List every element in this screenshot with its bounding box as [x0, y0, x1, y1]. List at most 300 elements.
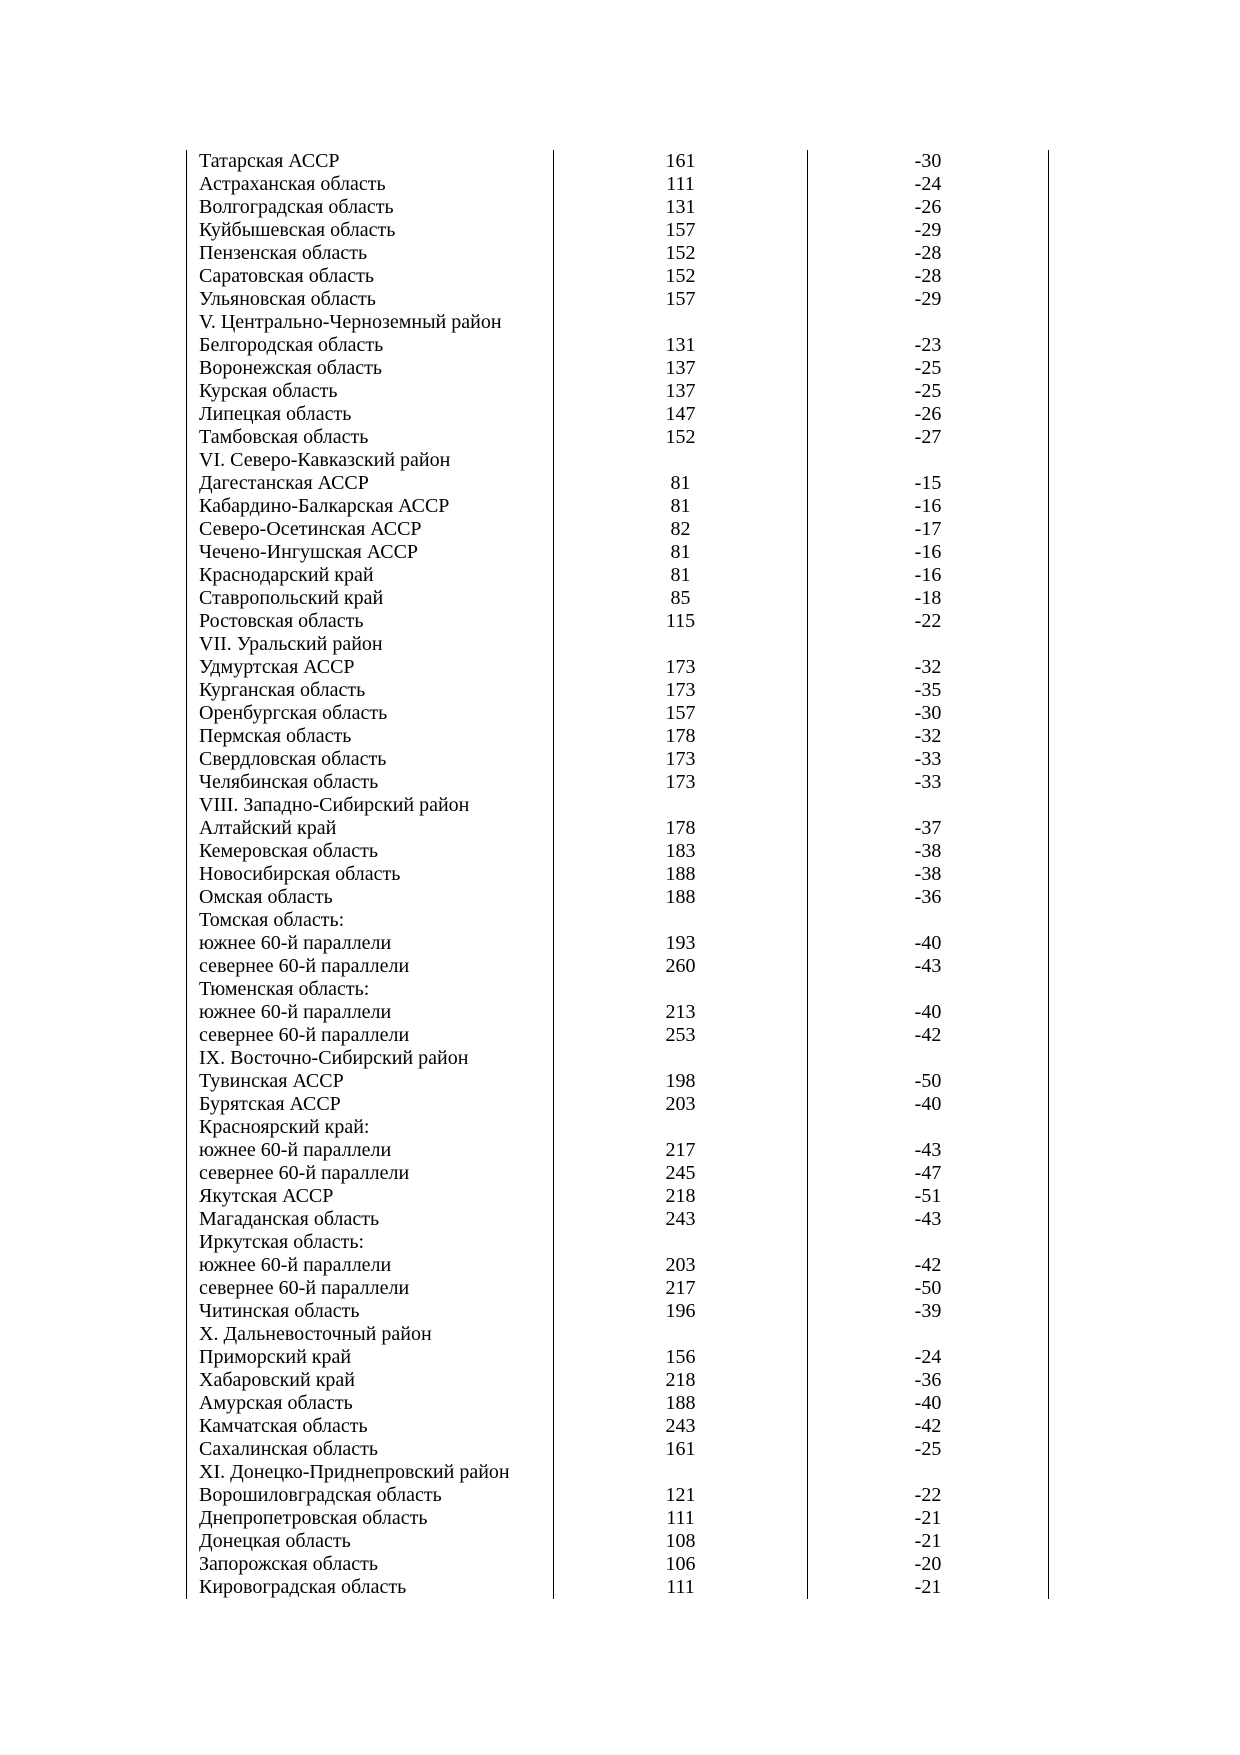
- table-row: [187, 840, 1049, 863]
- table-row: [187, 311, 1049, 334]
- value-1-cell: [554, 748, 808, 771]
- value-1: 188: [665, 863, 696, 885]
- value-2-cell: [808, 1530, 1049, 1553]
- table-row: [187, 1162, 1049, 1185]
- value-1-cell: [554, 472, 808, 495]
- value-1-cell: [554, 1093, 808, 1116]
- value-1-cell: [554, 1024, 808, 1047]
- value-1-cell: [554, 1553, 808, 1576]
- region-name-cell: Якутская АССР: [187, 1185, 554, 1208]
- value-2: -33: [914, 771, 942, 793]
- value-1: 111: [666, 1507, 695, 1529]
- region-name-cell: Кировоградская область: [187, 1576, 554, 1599]
- region-name-cell: Дагестанская АССР: [187, 472, 554, 495]
- table-row: [187, 1576, 1049, 1599]
- table-row: [187, 426, 1049, 449]
- region-name-cell: Алтайский край: [187, 817, 554, 840]
- value-1-cell: [554, 1231, 808, 1254]
- region-name-cell: Волгоградская область: [187, 196, 554, 219]
- value-2-cell: [808, 1415, 1049, 1438]
- value-1: 152: [665, 265, 696, 287]
- value-1-cell: [554, 1323, 808, 1346]
- value-1-cell: [554, 771, 808, 794]
- value-1: 173: [665, 656, 696, 678]
- value-2-cell: [808, 518, 1049, 541]
- value-1: 147: [665, 403, 696, 425]
- value-1-cell: [554, 1415, 808, 1438]
- value-2: -25: [914, 357, 942, 379]
- value-2-cell: [808, 1484, 1049, 1507]
- region-name-cell: Кемеровская область: [187, 840, 554, 863]
- value-1-cell: [554, 794, 808, 817]
- region-name-cell: VIII. Западно-Сибирский район: [187, 794, 554, 817]
- region-name-cell: Удмуртская АССР: [187, 656, 554, 679]
- value-1-cell: [554, 1116, 808, 1139]
- value-1: 131: [665, 196, 696, 218]
- value-2: -40: [914, 932, 942, 954]
- value-2-cell: [808, 1208, 1049, 1231]
- value-1-cell: [554, 840, 808, 863]
- value-2-cell: [808, 1576, 1049, 1599]
- table-row: [187, 1231, 1049, 1254]
- table-row: [187, 1392, 1049, 1415]
- value-2-cell: [808, 656, 1049, 679]
- value-1-cell: [554, 403, 808, 426]
- value-1-cell: [554, 1392, 808, 1415]
- value-1-cell: [554, 1461, 808, 1484]
- value-2-cell: [808, 863, 1049, 886]
- value-2: -22: [914, 610, 942, 632]
- table-row: [187, 1461, 1049, 1484]
- table-row: [187, 1323, 1049, 1346]
- table-row: [187, 403, 1049, 426]
- value-1-cell: [554, 1576, 808, 1599]
- region-name-cell: Челябинская область: [187, 771, 554, 794]
- value-2-cell: [808, 1047, 1049, 1070]
- value-2: -39: [914, 1300, 942, 1322]
- table-row: [187, 886, 1049, 909]
- value-2-cell: [808, 564, 1049, 587]
- value-1: 173: [665, 771, 696, 793]
- region-name-cell: Омская область: [187, 886, 554, 909]
- region-name-cell: южнее 60-й параллели: [187, 1254, 554, 1277]
- value-2: -38: [914, 863, 942, 885]
- value-2-cell: [808, 1093, 1049, 1116]
- region-name-cell: Куйбышевская область: [187, 219, 554, 242]
- value-2: -43: [914, 955, 942, 977]
- region-name-cell: Тюменская область:: [187, 978, 554, 1001]
- value-2-cell: [808, 219, 1049, 242]
- table-row: [187, 1553, 1049, 1576]
- table-row: [187, 748, 1049, 771]
- value-2: -40: [914, 1392, 942, 1414]
- table-row: [187, 1208, 1049, 1231]
- region-name-cell: Красноярский край:: [187, 1116, 554, 1139]
- value-1-cell: [554, 150, 808, 173]
- value-1: 161: [665, 1438, 696, 1460]
- region-name-cell: Бурятская АССР: [187, 1093, 554, 1116]
- region-name-cell: Северо-Осетинская АССР: [187, 518, 554, 541]
- region-name-cell: Чечено-Ингушская АССР: [187, 541, 554, 564]
- value-2-cell: [808, 1254, 1049, 1277]
- value-1-cell: [554, 334, 808, 357]
- table-row: [187, 541, 1049, 564]
- region-name-cell: Донецкая область: [187, 1530, 554, 1553]
- table-row: [187, 932, 1049, 955]
- table-row: [187, 1001, 1049, 1024]
- value-1-cell: [554, 817, 808, 840]
- value-2-cell: [808, 794, 1049, 817]
- value-1-cell: [554, 1185, 808, 1208]
- value-2: -42: [914, 1024, 942, 1046]
- value-2-cell: [808, 886, 1049, 909]
- value-1: 245: [665, 1162, 696, 1184]
- value-1: 111: [666, 173, 695, 195]
- value-1-cell: [554, 357, 808, 380]
- value-2: -28: [914, 242, 942, 264]
- table-row: [187, 909, 1049, 932]
- value-1: 178: [665, 725, 696, 747]
- table-row: [187, 288, 1049, 311]
- value-1-cell: [554, 656, 808, 679]
- climate-table: [186, 150, 1049, 1599]
- value-1-cell: [554, 1438, 808, 1461]
- region-name-cell: Приморский край: [187, 1346, 554, 1369]
- table-row: [187, 1438, 1049, 1461]
- region-name-cell: севернее 60-й параллели: [187, 955, 554, 978]
- value-2: -50: [914, 1070, 942, 1092]
- table-row: [187, 173, 1049, 196]
- table-row: [187, 334, 1049, 357]
- value-1: 156: [665, 1346, 696, 1368]
- region-name-cell: Курганская область: [187, 679, 554, 702]
- table-row: [187, 1484, 1049, 1507]
- region-name-cell: VI. Северо-Кавказский район: [187, 449, 554, 472]
- table-row: [187, 978, 1049, 1001]
- value-2: -32: [914, 725, 942, 747]
- table-row: [187, 771, 1049, 794]
- value-1: 131: [665, 334, 696, 356]
- value-1-cell: [554, 242, 808, 265]
- value-2: -30: [914, 150, 942, 172]
- value-2-cell: [808, 150, 1049, 173]
- value-1: 81: [670, 495, 691, 517]
- value-2-cell: [808, 1438, 1049, 1461]
- value-1-cell: [554, 173, 808, 196]
- value-2-cell: [808, 1300, 1049, 1323]
- value-2-cell: [808, 1277, 1049, 1300]
- value-1-cell: [554, 219, 808, 242]
- region-name-cell: Белгородская область: [187, 334, 554, 357]
- value-2-cell: [808, 1461, 1049, 1484]
- table-row: [187, 1507, 1049, 1530]
- value-1-cell: [554, 702, 808, 725]
- value-2-cell: [808, 932, 1049, 955]
- value-1-cell: [554, 978, 808, 1001]
- value-2-cell: [808, 771, 1049, 794]
- value-1: 85: [670, 587, 691, 609]
- value-1: 193: [665, 932, 696, 954]
- value-2: -24: [914, 173, 942, 195]
- table-row: [187, 1116, 1049, 1139]
- value-1: 81: [670, 564, 691, 586]
- value-2: -33: [914, 748, 942, 770]
- table-row: [187, 1254, 1049, 1277]
- value-2: -29: [914, 288, 942, 310]
- region-name-cell: южнее 60-й параллели: [187, 1001, 554, 1024]
- value-1: 108: [665, 1530, 696, 1552]
- value-2-cell: [808, 1116, 1049, 1139]
- value-2: -50: [914, 1277, 942, 1299]
- value-2-cell: [808, 817, 1049, 840]
- value-2-cell: [808, 1507, 1049, 1530]
- region-name-cell: Ворошиловградская область: [187, 1484, 554, 1507]
- value-1-cell: [554, 1507, 808, 1530]
- region-name-cell: Камчатская область: [187, 1415, 554, 1438]
- value-1: 152: [665, 426, 696, 448]
- value-2: -21: [914, 1576, 942, 1598]
- region-name-cell: IX. Восточно-Сибирский район: [187, 1047, 554, 1070]
- value-2: -20: [914, 1553, 942, 1575]
- value-1-cell: [554, 541, 808, 564]
- value-2: -38: [914, 840, 942, 862]
- value-1: 243: [665, 1415, 696, 1437]
- value-1: 183: [665, 840, 696, 862]
- value-2: -51: [914, 1185, 942, 1207]
- value-2: -23: [914, 334, 942, 356]
- value-2-cell: [808, 748, 1049, 771]
- value-2: -17: [914, 518, 942, 540]
- value-1-cell: [554, 495, 808, 518]
- value-1: 260: [665, 955, 696, 977]
- region-name-cell: Иркутская область:: [187, 1231, 554, 1254]
- table-row: [187, 1070, 1049, 1093]
- value-2-cell: [808, 725, 1049, 748]
- value-2: -15: [914, 472, 942, 494]
- table-row: [187, 702, 1049, 725]
- value-2: -35: [914, 679, 942, 701]
- region-name-cell: Саратовская область: [187, 265, 554, 288]
- value-2-cell: [808, 610, 1049, 633]
- value-1-cell: [554, 679, 808, 702]
- table-row: [187, 1093, 1049, 1116]
- region-name-cell: Новосибирская область: [187, 863, 554, 886]
- region-name-cell: Ульяновская область: [187, 288, 554, 311]
- table-row: [187, 495, 1049, 518]
- value-2: -36: [914, 886, 942, 908]
- region-name-cell: XI. Донецко-Приднепровский район: [187, 1461, 554, 1484]
- table-row: [187, 242, 1049, 265]
- table-body: [187, 150, 1049, 1599]
- value-1-cell: [554, 610, 808, 633]
- table-row: [187, 794, 1049, 817]
- table-row: [187, 357, 1049, 380]
- region-name-cell: Тувинская АССР: [187, 1070, 554, 1093]
- value-1-cell: [554, 587, 808, 610]
- value-1: 188: [665, 1392, 696, 1414]
- value-2-cell: [808, 472, 1049, 495]
- value-1: 121: [665, 1484, 696, 1506]
- table-row: [187, 817, 1049, 840]
- value-1: 253: [665, 1024, 696, 1046]
- region-name-cell: Ростовская область: [187, 610, 554, 633]
- value-1-cell: [554, 1070, 808, 1093]
- value-1-cell: [554, 1139, 808, 1162]
- table-row: [187, 518, 1049, 541]
- region-name-cell: X. Дальневосточный район: [187, 1323, 554, 1346]
- region-name-cell: Пензенская область: [187, 242, 554, 265]
- region-name-cell: южнее 60-й параллели: [187, 932, 554, 955]
- value-1: 137: [665, 357, 696, 379]
- value-2: -32: [914, 656, 942, 678]
- value-1-cell: [554, 863, 808, 886]
- value-2-cell: [808, 1162, 1049, 1185]
- value-2-cell: [808, 541, 1049, 564]
- value-2-cell: [808, 1139, 1049, 1162]
- value-2: -42: [914, 1254, 942, 1276]
- value-2-cell: [808, 840, 1049, 863]
- value-2: -22: [914, 1484, 942, 1506]
- value-1: 198: [665, 1070, 696, 1092]
- value-2: -36: [914, 1369, 942, 1391]
- table-row: [187, 150, 1049, 173]
- region-name-cell: Запорожская область: [187, 1553, 554, 1576]
- value-1: 81: [670, 472, 691, 494]
- value-2-cell: [808, 334, 1049, 357]
- value-2-cell: [808, 403, 1049, 426]
- value-2-cell: [808, 1231, 1049, 1254]
- table-row: [187, 1369, 1049, 1392]
- value-2: -21: [914, 1507, 942, 1529]
- value-1-cell: [554, 518, 808, 541]
- table-row: [187, 1277, 1049, 1300]
- value-2-cell: [808, 679, 1049, 702]
- value-1-cell: [554, 311, 808, 334]
- table-row: [187, 955, 1049, 978]
- value-2: -30: [914, 702, 942, 724]
- region-name-cell: Татарская АССР: [187, 150, 554, 173]
- value-2-cell: [808, 242, 1049, 265]
- value-1: 218: [665, 1369, 696, 1391]
- value-2: -47: [914, 1162, 942, 1184]
- value-1: 152: [665, 242, 696, 264]
- region-name-cell: Воронежская область: [187, 357, 554, 380]
- value-1-cell: [554, 1254, 808, 1277]
- value-1: 217: [665, 1277, 696, 1299]
- value-1: 161: [665, 150, 696, 172]
- value-1-cell: [554, 932, 808, 955]
- value-1: 137: [665, 380, 696, 402]
- value-2-cell: [808, 288, 1049, 311]
- table-row: [187, 265, 1049, 288]
- value-2: -21: [914, 1530, 942, 1552]
- value-2-cell: [808, 587, 1049, 610]
- table-row: [187, 219, 1049, 242]
- value-2-cell: [808, 173, 1049, 196]
- table-row: [187, 196, 1049, 219]
- region-name-cell: VII. Уральский район: [187, 633, 554, 656]
- value-2: -16: [914, 495, 942, 517]
- region-name-cell: Курская область: [187, 380, 554, 403]
- value-1-cell: [554, 196, 808, 219]
- table-row: [187, 564, 1049, 587]
- value-2-cell: [808, 357, 1049, 380]
- value-1-cell: [554, 288, 808, 311]
- table-row: [187, 633, 1049, 656]
- value-2: -43: [914, 1208, 942, 1230]
- value-2-cell: [808, 1323, 1049, 1346]
- table-row: [187, 587, 1049, 610]
- value-1: 217: [665, 1139, 696, 1161]
- region-name-cell: севернее 60-й параллели: [187, 1162, 554, 1185]
- value-2-cell: [808, 426, 1049, 449]
- region-name-cell: Липецкая область: [187, 403, 554, 426]
- value-2-cell: [808, 495, 1049, 518]
- region-name-cell: Свердловская область: [187, 748, 554, 771]
- value-1-cell: [554, 1484, 808, 1507]
- value-1: 82: [670, 518, 691, 540]
- value-1: 115: [665, 610, 696, 632]
- value-1: 157: [665, 702, 696, 724]
- table-row: [187, 679, 1049, 702]
- value-2-cell: [808, 1369, 1049, 1392]
- value-2: -42: [914, 1415, 942, 1437]
- value-1: 213: [665, 1001, 696, 1023]
- value-1: 106: [665, 1553, 696, 1575]
- value-2-cell: [808, 1553, 1049, 1576]
- value-2-cell: [808, 1001, 1049, 1024]
- value-2-cell: [808, 1070, 1049, 1093]
- value-1: 178: [665, 817, 696, 839]
- value-1: 203: [665, 1254, 696, 1276]
- value-1-cell: [554, 1047, 808, 1070]
- table-row: [187, 1024, 1049, 1047]
- region-name-cell: V. Центрально-Черноземный район: [187, 311, 554, 334]
- value-2-cell: [808, 633, 1049, 656]
- value-1: 173: [665, 679, 696, 701]
- region-name-cell: Ставропольский край: [187, 587, 554, 610]
- value-2: -26: [914, 403, 942, 425]
- value-1-cell: [554, 909, 808, 932]
- value-1: 173: [665, 748, 696, 770]
- value-1-cell: [554, 725, 808, 748]
- region-name-cell: Сахалинская область: [187, 1438, 554, 1461]
- value-2: -40: [914, 1093, 942, 1115]
- value-2-cell: [808, 311, 1049, 334]
- value-1-cell: [554, 886, 808, 909]
- value-1-cell: [554, 1277, 808, 1300]
- value-2-cell: [808, 1024, 1049, 1047]
- region-name-cell: Кабардино-Балкарская АССР: [187, 495, 554, 518]
- table-row: [187, 656, 1049, 679]
- table-row: [187, 725, 1049, 748]
- region-name-cell: Амурская область: [187, 1392, 554, 1415]
- value-2-cell: [808, 1392, 1049, 1415]
- value-2: -43: [914, 1139, 942, 1161]
- value-1-cell: [554, 1001, 808, 1024]
- value-1: 157: [665, 219, 696, 241]
- value-2: -18: [914, 587, 942, 609]
- value-2: -25: [914, 380, 942, 402]
- region-name-cell: Оренбургская область: [187, 702, 554, 725]
- value-2: -25: [914, 1438, 942, 1460]
- table-row: [187, 449, 1049, 472]
- value-2-cell: [808, 978, 1049, 1001]
- value-2: -16: [914, 564, 942, 586]
- value-2-cell: [808, 1185, 1049, 1208]
- value-2: -27: [914, 426, 942, 448]
- table-row: [187, 1530, 1049, 1553]
